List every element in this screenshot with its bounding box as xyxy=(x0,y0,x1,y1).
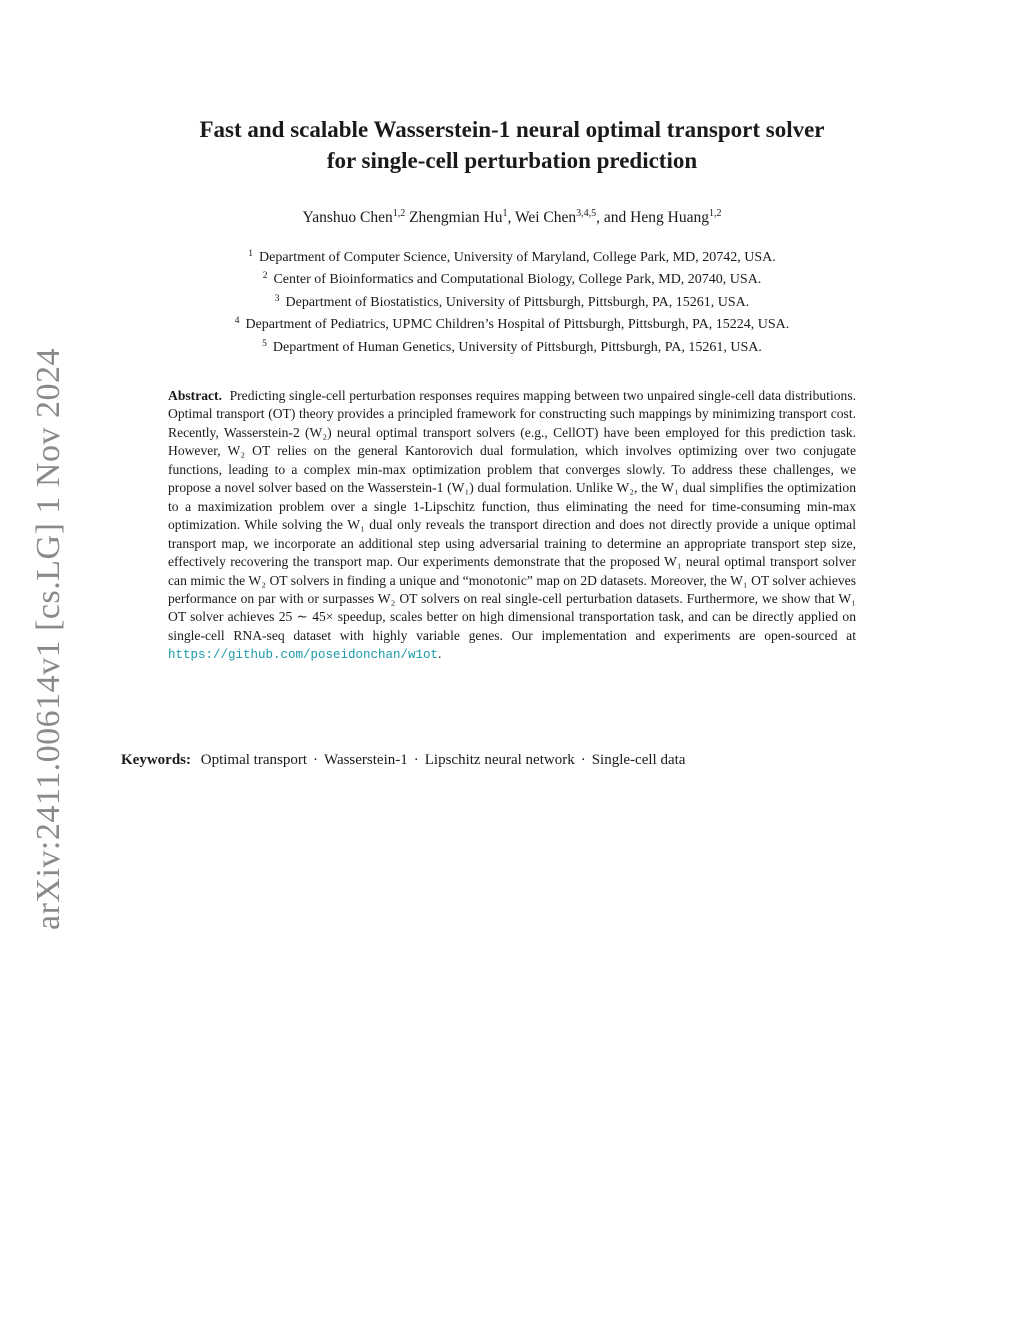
author-name: Heng Huang xyxy=(630,209,709,227)
author-name: Zhengmian Hu xyxy=(409,209,503,227)
keyword-item: Single-cell data xyxy=(591,752,686,768)
affiliation-number: 2 xyxy=(262,271,268,282)
affiliation-number: 3 xyxy=(274,293,280,304)
abstract xyxy=(168,387,856,665)
affiliation-number: 5 xyxy=(262,338,267,349)
arxiv-identifier: arXiv:2411.00614v1 [cs.LG] 1 Nov 2024 xyxy=(30,348,67,930)
affiliation-text: Department of Human Genetics, University of Pittsburgh, Pittsburgh, PA, 15261, USA. xyxy=(272,339,762,355)
affiliation-text: Department of Biostatistics, University of Pittsburgh, Pittsburgh, PA, 15261, USA. xyxy=(285,294,750,310)
author-affiliation-mark: 1 xyxy=(502,208,508,219)
affiliation-number: 1 xyxy=(248,249,253,259)
affiliation-item xyxy=(100,267,924,289)
keywords xyxy=(121,752,921,769)
affiliation-item xyxy=(100,290,924,312)
keyword-item: Lipschitz neural network xyxy=(424,752,575,768)
affiliation-text: Center of Bioinformatics and Computational Biology, College Park, MD, 20740, USA. xyxy=(273,272,762,288)
affiliation-item xyxy=(100,312,924,334)
keyword-item: Wasserstein-1 xyxy=(323,752,408,768)
keyword-separator: · xyxy=(413,752,419,768)
keyword-separator: · xyxy=(580,752,586,768)
author-name: Wei Chen xyxy=(514,209,577,227)
affiliation-list xyxy=(100,245,924,357)
author-name: Yanshuo Chen xyxy=(302,209,393,227)
title-line-1: Fast and scalable Wasserstein-1 neural optimal transport solver xyxy=(199,117,825,142)
keyword-item: Optimal transport xyxy=(200,752,307,768)
author-affiliation-mark: 1,2 xyxy=(708,208,722,219)
author-separator: , xyxy=(507,209,515,227)
affiliation-item xyxy=(100,335,924,357)
affiliation-text: Department of Pediatrics, UPMC Children’s Hospital of Pittsburgh, Pittsburgh, PA, 15224, USA. xyxy=(245,317,790,333)
keyword-separator: · xyxy=(312,752,318,768)
abstract-text: Predicting single-cell perturbation responses requires mapping between two unpaired single-cell data distributions. Optimal transport (OT) theory provides a principled framework for constructing such mappings by minimizing transport cost. Recently, Wasserstein-2 (W₂) neural optimal transport solvers (e.g., CellOT) have been employed for this prediction task. However, W₂ OT relies on the general Kantorovich dual formulation, which involves optimizing over two conjugate functions, leading to a complex min-max optimization problem that converges slowly. To address these challenges, we propose a novel solver based on the Wasserstein-1 (W₁) dual formulation. Unlike W₂, the W₁ dual simplifies the optimization to a maximization problem over a single 1-Lipschitz function, thus eliminating the need for time-consuming min-max optimization. While solving the W₁ dual only reveals the transport direction and does not directly provide a unique optimal transport map, we incorporate an additional step using adversarial training to determine an appropriate transport step size, effectively recovering the transport map. Our experiments demonstrate that the proposed W₁ neural optimal transport solver can mimic the W₂ OT solvers in finding a unique and “monotonic” map on 2D datasets. Moreover, the W₁ OT solver achieves performance on par with or surpasses W₂ OT solvers on real single-cell perturbation datasets. Furthermore, we show that W₁ OT solver achieves 25 ∼ 45× speedup, scales better on high dimensional transportation task, and can be directly applied on single-cell RNA-seq dataset with highly variable genes. Our implementation and experiments are open-sourced at xyxy=(168,388,857,643)
author-separator: , and xyxy=(596,209,631,227)
author-affiliation-mark: 3,4,5 xyxy=(576,208,597,219)
title-line-2: for single-cell perturbation prediction xyxy=(326,148,698,173)
author-affiliation-mark: 1,2 xyxy=(392,208,406,219)
code-repository-link[interactable]: https://github.com/poseidonchan/w1ot xyxy=(168,648,439,663)
abstract-label: Abstract. xyxy=(168,388,222,403)
affiliation-item xyxy=(100,245,924,267)
author-list xyxy=(100,208,924,227)
affiliation-number: 4 xyxy=(234,316,240,327)
keywords-label: Keywords: xyxy=(121,752,191,768)
affiliation-text: Department of Computer Science, University of Maryland, College Park, MD, 20742, USA. xyxy=(259,250,776,265)
paper-title xyxy=(100,114,924,176)
abstract-end-punctuation: . xyxy=(438,646,442,662)
